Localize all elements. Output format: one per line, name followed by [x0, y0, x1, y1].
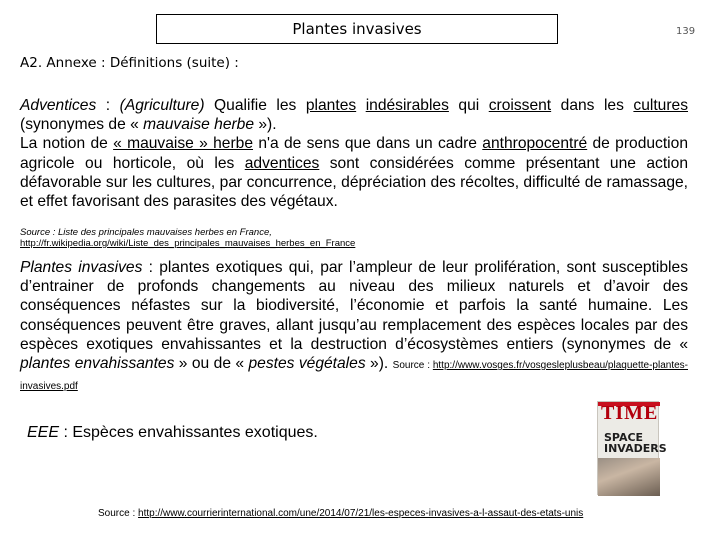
- header-title-box: [156, 14, 558, 44]
- definition-adventices: Adventices : (Agriculture) Qualifie les plantes indésirables qui croissent dans les cultures (synonymes de « mauvaise herbe »). La notion de « mauvaise » herbe n'a de sens que dans un cadre anthropocentré de production agricole ou horticole, où les adventices sont considérées comme présentant une action défavorable sur les cultures, par concurrence, dépréciation des récoltes, difficulté de ramassage, et effet favorisant des parasites des végétaux.: [20, 97, 689, 211]
- definition-plantes-invasives: Plantes invasives : plantes exotiques qui, par l’ampleur de leur prolifération, sont susceptibles d’entrainer de profonds changements au niveau des milieux naturels et d’avoir des conséquences néfastes sur la biodiversité, l’économie et parfois la santé humaine. Les conséquences peuvent être graves, allant jusqu’au remplacement des espèces locales par des espèces exotiques envahissantes et la destruction d’écosystèmes entiers (synonymes de « plantes envahissantes » ou de « pestes végétales »). Source : http://www.vosges.fr/vosgesleplusbeau/plaquette-plantes-invasives.pdf: [20, 259, 688, 393]
- link-cultures[interactable]: cultures: [633, 97, 689, 114]
- time-magazine-cover: [597, 401, 667, 495]
- term-adventices: Adventices: [20, 97, 97, 114]
- term-eee: EEE: [27, 424, 60, 441]
- source-wikipedia-link[interactable]: http://fr.wikipedia.org/wiki/Liste_des_principales_mauvaises_herbes_en_France: [20, 238, 356, 249]
- link-adventices[interactable]: adventices: [244, 154, 320, 172]
- source-vosges-link[interactable]: http://www.vosges.fr/vosgesleplusbeau/plaquette-plantes-invasives.pdf: [20, 360, 688, 393]
- source-vosges-label: Source :: [392, 360, 433, 372]
- footer-source: [98, 508, 583, 519]
- magazine-logo: TIME: [601, 402, 659, 424]
- page-number: 139: [676, 26, 696, 37]
- link-mauvaise-herbe[interactable]: « mauvaise » herbe: [113, 135, 254, 153]
- magazine-headline: SPACE INVADERS: [604, 431, 667, 455]
- source-wikipedia-label: Source : Liste des principales mauvaises herbes en France,: [20, 227, 272, 238]
- magazine-photo: [598, 458, 660, 496]
- link-plantes[interactable]: plantes: [305, 97, 357, 114]
- footer-source-label: Source :: [98, 508, 139, 519]
- annex-title: A2. Annexe : Définitions (suite) :: [20, 55, 239, 71]
- source-wikipedia: [20, 227, 355, 249]
- term-plantes-invasives: Plantes invasives: [20, 259, 143, 276]
- definition-eee: EEE : Espèces envahissantes exotiques.: [27, 424, 318, 441]
- document-title: Plantes invasives: [292, 20, 422, 38]
- footer-source-link[interactable]: http://www.courrierinternational.com/une/2014/07/21/les-especes-invasives-a-l-assaut-des-etats-unis: [138, 508, 584, 519]
- link-anthropocentre[interactable]: anthropocentré: [482, 135, 588, 153]
- link-croissent[interactable]: croissent: [488, 97, 552, 114]
- link-indesirables[interactable]: indésirables: [365, 97, 449, 114]
